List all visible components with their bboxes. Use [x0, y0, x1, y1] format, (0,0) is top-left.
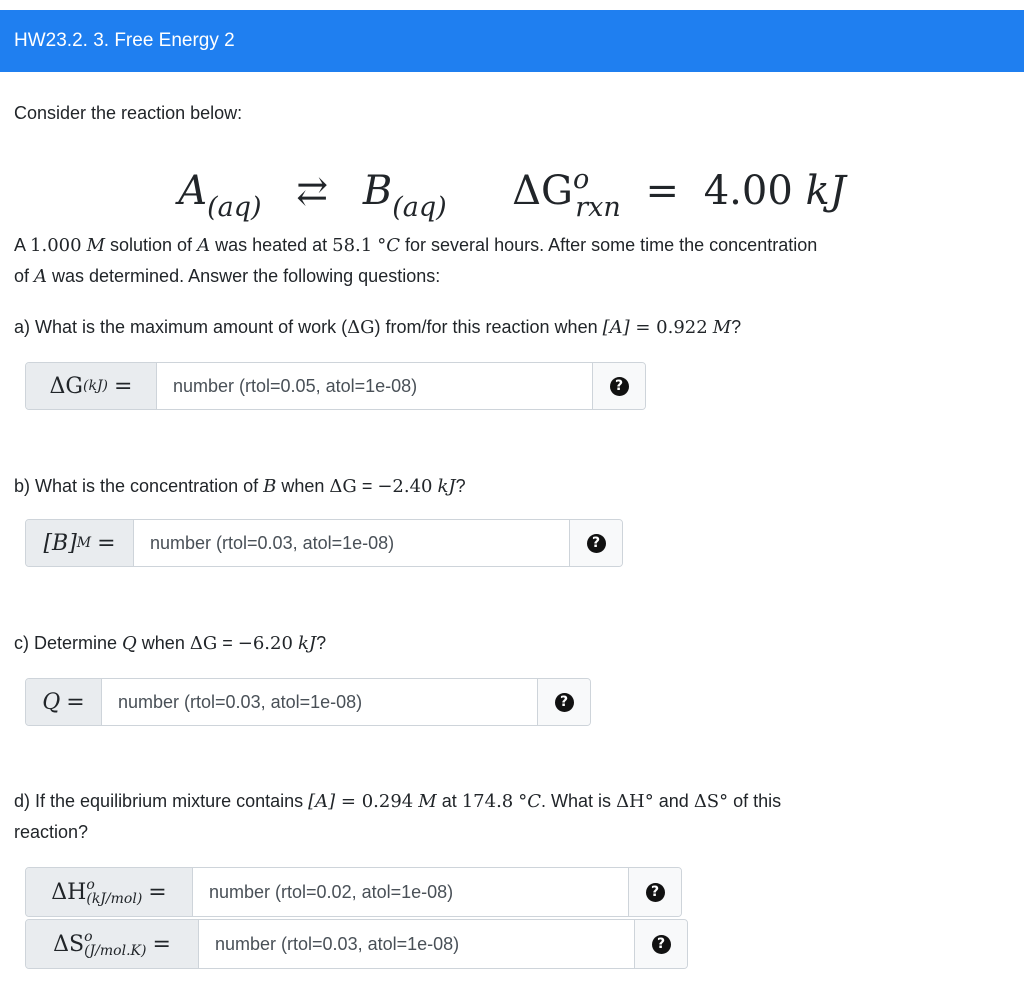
answer-dh-group: [25, 867, 682, 917]
answer-c-input[interactable]: [102, 679, 538, 725]
answer-ds-help-button[interactable]: [635, 920, 687, 968]
reaction-equation: $A_{(aq)}$ ⇄ $B_{(aq)}$ $\Delta G^o_{rxn} = 4.00$ kJ: [178, 164, 846, 223]
question-c-text: c) Determine Q when ΔG = −6.20 kJ?: [14, 633, 327, 654]
problem-statement: A 1.000 M solution of A was heated at 58.1 °C for several hours. After some time the concentration of A was determined. Answer the following questions:: [14, 235, 818, 287]
question-title: HW23.2. 3. Free Energy 2: [14, 30, 235, 51]
answer-b-input[interactable]: [134, 520, 570, 566]
answer-c-label: Q =: [26, 679, 102, 725]
answer-ds-input[interactable]: [199, 920, 635, 968]
question-circle-icon: ?: [610, 377, 629, 396]
question-d-text: d) If the equilibrium mixture contains [A] = 0.294 M at 174.8 °C. What is ΔH° and ΔS° of this reaction?: [14, 791, 782, 842]
answer-a-group: [25, 362, 646, 410]
question-circle-icon: ?: [646, 883, 665, 902]
intro-text: Consider the reaction below:: [14, 103, 243, 123]
question-circle-icon: ?: [555, 693, 574, 712]
answer-dh-label: ΔH o (kJ/mol) =: [26, 868, 193, 916]
answer-b-group: [25, 519, 623, 567]
question-b-text: b) What is the concentration of B when ΔG = −2.40 kJ?: [14, 476, 466, 497]
answer-dh-input[interactable]: [193, 868, 629, 916]
question-circle-icon: ?: [652, 935, 671, 954]
answer-a-label: ΔG (kJ) =: [26, 363, 157, 409]
answer-c-help-button[interactable]: [538, 679, 590, 725]
answer-b-help-button[interactable]: [570, 520, 622, 566]
answer-a-input[interactable]: [157, 363, 593, 409]
equilibrium-arrow-icon: ⇄: [296, 169, 329, 213]
question-a-text: a) What is the maximum amount of work (ΔG) from/for this reaction when [A] = 0.922 M?: [14, 317, 742, 338]
answer-ds-label: ΔS o (J/mol.K) =: [26, 920, 199, 968]
answer-ds-group: [25, 919, 688, 969]
answer-a-help-button[interactable]: [593, 363, 645, 409]
answer-dh-help-button[interactable]: [629, 868, 681, 916]
question-circle-icon: ?: [587, 534, 606, 553]
question-title-bar: [0, 10, 1024, 72]
answer-b-label: [B] M =: [26, 520, 134, 566]
answer-c-group: [25, 678, 591, 726]
